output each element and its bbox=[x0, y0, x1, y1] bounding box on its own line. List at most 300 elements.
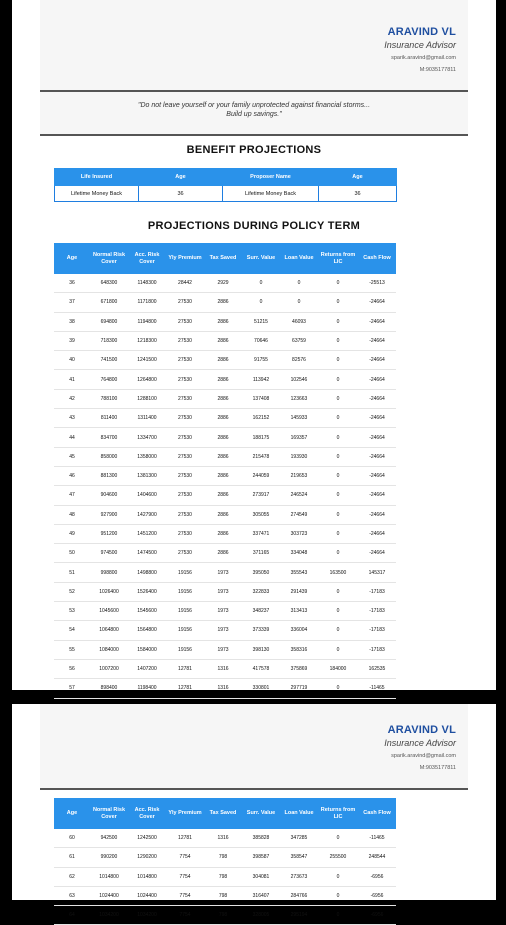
page-content bbox=[40, 0, 468, 778]
table-cell: -24664 bbox=[358, 428, 396, 447]
table-cell: 0 bbox=[280, 274, 318, 293]
table-cell: 2886 bbox=[204, 351, 242, 370]
table-cell: 0 bbox=[318, 505, 358, 524]
table-cell: 248544 bbox=[358, 848, 396, 867]
table-cell: 417578 bbox=[242, 659, 280, 678]
table-cell: 348237 bbox=[242, 602, 280, 621]
table-cell: 19156 bbox=[166, 621, 204, 640]
table-cell: 12781 bbox=[166, 679, 204, 698]
table-row bbox=[54, 867, 396, 886]
benefit-row bbox=[55, 186, 397, 202]
table-cell: 1242500 bbox=[128, 829, 166, 848]
table-row bbox=[54, 906, 396, 925]
table-cell: 1171800 bbox=[128, 293, 166, 312]
table-cell: -17183 bbox=[358, 582, 396, 601]
table-row bbox=[54, 829, 396, 848]
table-cell: -24664 bbox=[358, 524, 396, 543]
table-cell: -24664 bbox=[358, 466, 396, 485]
table-cell: 1973 bbox=[204, 640, 242, 659]
table-cell: 2886 bbox=[204, 524, 242, 543]
table-cell: 881300 bbox=[90, 466, 128, 485]
projections-title: PROJECTIONS DURING POLICY TERM bbox=[147, 220, 361, 232]
table-row bbox=[54, 293, 396, 312]
table-cell: 0 bbox=[318, 274, 358, 293]
table-cell: 1474500 bbox=[128, 544, 166, 563]
table-row bbox=[54, 466, 396, 485]
table-row bbox=[54, 563, 396, 582]
table-cell: 1564800 bbox=[128, 621, 166, 640]
table-cell: -6956 bbox=[358, 906, 396, 925]
table-cell: 46093 bbox=[280, 312, 318, 331]
table-row bbox=[54, 486, 396, 505]
table-cell: 1084000 bbox=[90, 640, 128, 659]
projections-header-row bbox=[54, 243, 396, 274]
column-header: Cash Flow bbox=[358, 243, 396, 274]
table-cell: 27530 bbox=[166, 505, 204, 524]
table-row bbox=[54, 351, 396, 370]
table-cell: 28442 bbox=[166, 274, 204, 293]
table-cell: 1358000 bbox=[128, 447, 166, 466]
table-cell: 788100 bbox=[90, 389, 128, 408]
table-cell: 898400 bbox=[90, 679, 128, 698]
table-cell: 313413 bbox=[280, 602, 318, 621]
table-cell: 19156 bbox=[166, 582, 204, 601]
column-header: Age bbox=[54, 798, 90, 829]
table-cell: 7754 bbox=[166, 906, 204, 925]
table-cell: 2886 bbox=[204, 312, 242, 331]
table-cell: 718300 bbox=[90, 331, 128, 350]
table-cell: 0 bbox=[318, 486, 358, 505]
table-cell: 113942 bbox=[242, 370, 280, 389]
table-cell: 12781 bbox=[166, 829, 204, 848]
table-row bbox=[54, 312, 396, 331]
table-cell: 27530 bbox=[166, 331, 204, 350]
table-cell: 1973 bbox=[204, 563, 242, 582]
table-cell: 38 bbox=[54, 312, 90, 331]
table-cell: 927900 bbox=[90, 505, 128, 524]
table-cell: 7754 bbox=[166, 867, 204, 886]
table-cell: 0 bbox=[318, 293, 358, 312]
table-cell: 694800 bbox=[90, 312, 128, 331]
table-row bbox=[54, 659, 396, 678]
table-cell: 57 bbox=[54, 679, 90, 698]
divider bbox=[40, 788, 468, 790]
table-cell: 330801 bbox=[242, 679, 280, 698]
table-cell: 42 bbox=[54, 389, 90, 408]
advisor-header bbox=[40, 0, 468, 90]
table-cell: 27530 bbox=[166, 466, 204, 485]
table-cell: 358316 bbox=[280, 640, 318, 659]
table-cell: 63759 bbox=[280, 331, 318, 350]
table-cell: 1973 bbox=[204, 582, 242, 601]
benefit-title: BENEFIT PROJECTIONS bbox=[186, 144, 322, 156]
table-cell: 19156 bbox=[166, 640, 204, 659]
advisor-name: ARAVIND VL bbox=[387, 724, 456, 736]
table-cell: 811400 bbox=[90, 409, 128, 428]
advisor-name: ARAVIND VL bbox=[387, 26, 456, 38]
table-cell: 63 bbox=[54, 886, 90, 905]
table-cell: 12781 bbox=[166, 659, 204, 678]
table-cell: 46 bbox=[54, 466, 90, 485]
table-cell: 371165 bbox=[242, 544, 280, 563]
advisor-role: Insurance Advisor bbox=[384, 40, 456, 50]
table-cell: 53 bbox=[54, 602, 90, 621]
table-cell: 27530 bbox=[166, 409, 204, 428]
table-cell: 145933 bbox=[280, 409, 318, 428]
table-cell: 193930 bbox=[280, 447, 318, 466]
table-cell: 2886 bbox=[204, 544, 242, 563]
table-row bbox=[54, 505, 396, 524]
document-page-2 bbox=[12, 704, 496, 919]
table-cell: -11465 bbox=[358, 679, 396, 698]
table-cell: 1381300 bbox=[128, 466, 166, 485]
table-cell: 1288100 bbox=[128, 389, 166, 408]
table-cell: 1014800 bbox=[90, 867, 128, 886]
proposer-name-value: Lifetime Money Back bbox=[223, 186, 319, 202]
col-proposer-age: Age bbox=[319, 169, 397, 186]
table-cell: 0 bbox=[318, 409, 358, 428]
table-cell: 1064800 bbox=[90, 621, 128, 640]
table-cell: 1316 bbox=[204, 829, 242, 848]
table-cell: 123663 bbox=[280, 389, 318, 408]
table-cell: 19156 bbox=[166, 563, 204, 582]
table-cell: 385828 bbox=[242, 829, 280, 848]
table-cell: 27530 bbox=[166, 428, 204, 447]
column-header: Cash Flow bbox=[358, 798, 396, 829]
table-cell: 19156 bbox=[166, 602, 204, 621]
table-cell: -17183 bbox=[358, 621, 396, 640]
table-cell: 2886 bbox=[204, 331, 242, 350]
table-cell: 2886 bbox=[204, 486, 242, 505]
table-cell: -24664 bbox=[358, 505, 396, 524]
table-cell: 44 bbox=[54, 428, 90, 447]
table-cell: 1241500 bbox=[128, 351, 166, 370]
table-cell: 358547 bbox=[280, 848, 318, 867]
table-cell: 52 bbox=[54, 582, 90, 601]
table-cell: 1014800 bbox=[128, 867, 166, 886]
table-cell: 1407200 bbox=[128, 659, 166, 678]
table-cell: 398130 bbox=[242, 640, 280, 659]
column-header: Tax Saved bbox=[204, 243, 242, 274]
table-cell: 27530 bbox=[166, 293, 204, 312]
table-cell: 137408 bbox=[242, 389, 280, 408]
table-cell: 1024400 bbox=[90, 886, 128, 905]
quote-box bbox=[40, 92, 468, 134]
table-cell: 295194 bbox=[280, 906, 318, 925]
table-cell: -6956 bbox=[358, 886, 396, 905]
table-cell: 0 bbox=[280, 293, 318, 312]
table-cell: 70646 bbox=[242, 331, 280, 350]
table-cell: 0 bbox=[318, 602, 358, 621]
table-cell: 60 bbox=[54, 829, 90, 848]
table-cell: 373339 bbox=[242, 621, 280, 640]
col-proposer-name: Proposer Name bbox=[223, 169, 319, 186]
table-row bbox=[54, 621, 396, 640]
table-cell: 336004 bbox=[280, 621, 318, 640]
table-cell: 904600 bbox=[90, 486, 128, 505]
table-cell: -25513 bbox=[358, 274, 396, 293]
projections-table-continued bbox=[54, 798, 396, 925]
table-cell: 1026400 bbox=[90, 582, 128, 601]
table-cell: 36 bbox=[54, 274, 90, 293]
table-cell: 2886 bbox=[204, 370, 242, 389]
table-cell: -24664 bbox=[358, 351, 396, 370]
table-cell: 328005 bbox=[242, 906, 280, 925]
quote-line-1: "Do not leave yourself or your family unprotected against financial storms... bbox=[137, 102, 371, 109]
table-row bbox=[54, 524, 396, 543]
advisor-email[interactable]: sparik.aravind@gmail.com bbox=[391, 55, 456, 61]
table-cell: 741500 bbox=[90, 351, 128, 370]
table-cell: 316407 bbox=[242, 886, 280, 905]
page-content bbox=[40, 704, 468, 925]
table-cell: 671800 bbox=[90, 293, 128, 312]
table-cell: 273917 bbox=[242, 486, 280, 505]
advisor-role: Insurance Advisor bbox=[384, 738, 456, 748]
table-cell: -24664 bbox=[358, 312, 396, 331]
table-cell: 0 bbox=[242, 293, 280, 312]
table-cell: 2929 bbox=[204, 274, 242, 293]
table-cell: 255500 bbox=[318, 848, 358, 867]
table-cell: 284766 bbox=[280, 886, 318, 905]
table-cell: 27530 bbox=[166, 544, 204, 563]
table-cell: -6956 bbox=[358, 867, 396, 886]
table-cell: 1264800 bbox=[128, 370, 166, 389]
table-cell: 41 bbox=[54, 370, 90, 389]
table-row bbox=[54, 544, 396, 563]
table-cell: 375869 bbox=[280, 659, 318, 678]
table-cell: 2886 bbox=[204, 389, 242, 408]
table-cell: 1034200 bbox=[90, 906, 128, 925]
table-cell: 27530 bbox=[166, 447, 204, 466]
table-cell: 2886 bbox=[204, 428, 242, 447]
advisor-email[interactable]: sparik.aravind@gmail.com bbox=[391, 753, 456, 759]
table-cell: 188175 bbox=[242, 428, 280, 447]
table-cell: 91755 bbox=[242, 351, 280, 370]
table-cell: 0 bbox=[318, 679, 358, 698]
table-cell: 0 bbox=[318, 428, 358, 447]
table-cell: 1427900 bbox=[128, 505, 166, 524]
table-cell: 1290200 bbox=[128, 848, 166, 867]
table-cell: 273673 bbox=[280, 867, 318, 886]
table-cell: 0 bbox=[318, 351, 358, 370]
column-header: Loan Value bbox=[280, 798, 318, 829]
col-age: Age bbox=[139, 169, 223, 186]
col-life-insured: Life Insured bbox=[55, 169, 139, 186]
table-cell: 0 bbox=[318, 886, 358, 905]
age-value: 36 bbox=[139, 186, 223, 202]
table-cell: 355543 bbox=[280, 563, 318, 582]
table-cell: 56 bbox=[54, 659, 90, 678]
table-cell: -24664 bbox=[358, 409, 396, 428]
table-cell: 162535 bbox=[358, 659, 396, 678]
table-cell: -24664 bbox=[358, 447, 396, 466]
column-header: Acc. Risk Cover bbox=[128, 243, 166, 274]
table-row bbox=[54, 389, 396, 408]
table-cell: 54 bbox=[54, 621, 90, 640]
table-cell: 0 bbox=[318, 906, 358, 925]
table-cell: 2886 bbox=[204, 466, 242, 485]
column-header: Age bbox=[54, 243, 90, 274]
column-header: Loan Value bbox=[280, 243, 318, 274]
table-cell: 1045600 bbox=[90, 602, 128, 621]
table-cell: 64 bbox=[54, 906, 90, 925]
table-cell: 0 bbox=[318, 389, 358, 408]
table-cell: -11465 bbox=[358, 829, 396, 848]
table-cell: 337471 bbox=[242, 524, 280, 543]
column-header: Surr. Value bbox=[242, 243, 280, 274]
table-cell: 1316 bbox=[204, 679, 242, 698]
table-cell: 0 bbox=[318, 524, 358, 543]
benefit-table bbox=[54, 168, 397, 202]
table-cell: -24664 bbox=[358, 544, 396, 563]
table-cell: 82576 bbox=[280, 351, 318, 370]
table-cell: 61 bbox=[54, 848, 90, 867]
table-cell: 27530 bbox=[166, 351, 204, 370]
document-page-1 bbox=[12, 0, 496, 690]
table-row bbox=[54, 331, 396, 350]
column-header: Surr. Value bbox=[242, 798, 280, 829]
table-cell: 0 bbox=[318, 621, 358, 640]
table-row bbox=[54, 679, 396, 698]
table-cell: 764800 bbox=[90, 370, 128, 389]
table-cell: 1973 bbox=[204, 602, 242, 621]
table-cell: 163500 bbox=[318, 563, 358, 582]
table-cell: 1148300 bbox=[128, 274, 166, 293]
table-cell: 395050 bbox=[242, 563, 280, 582]
table-cell: 990200 bbox=[90, 848, 128, 867]
column-header: Normal Risk Cover bbox=[90, 243, 128, 274]
table-cell: 291439 bbox=[280, 582, 318, 601]
table-cell: 2886 bbox=[204, 447, 242, 466]
table-row bbox=[54, 428, 396, 447]
table-cell: 0 bbox=[318, 582, 358, 601]
table-row bbox=[54, 886, 396, 905]
table-cell: -24664 bbox=[358, 370, 396, 389]
table-row bbox=[54, 640, 396, 659]
table-cell: 27530 bbox=[166, 312, 204, 331]
table-cell: 1973 bbox=[204, 621, 242, 640]
table-cell: 0 bbox=[318, 447, 358, 466]
table-cell: 47 bbox=[54, 486, 90, 505]
column-header: Tax Saved bbox=[204, 798, 242, 829]
table-cell: 998800 bbox=[90, 563, 128, 582]
table-cell: 246524 bbox=[280, 486, 318, 505]
table-row bbox=[54, 582, 396, 601]
table-cell: -24664 bbox=[358, 331, 396, 350]
table-cell: 0 bbox=[318, 312, 358, 331]
table-cell: 347285 bbox=[280, 829, 318, 848]
table-cell: 798 bbox=[204, 886, 242, 905]
table-cell: 274549 bbox=[280, 505, 318, 524]
table-row bbox=[54, 447, 396, 466]
divider bbox=[40, 134, 468, 136]
table-cell: 858000 bbox=[90, 447, 128, 466]
table-cell: 974500 bbox=[90, 544, 128, 563]
table-cell: 102546 bbox=[280, 370, 318, 389]
table-cell: -24664 bbox=[358, 293, 396, 312]
table-cell: 304081 bbox=[242, 867, 280, 886]
table-cell: 0 bbox=[318, 867, 358, 886]
table-cell: -24664 bbox=[358, 486, 396, 505]
table-cell: 1451200 bbox=[128, 524, 166, 543]
table-cell: 951200 bbox=[90, 524, 128, 543]
table-cell: 1194800 bbox=[128, 312, 166, 331]
table-cell: 27530 bbox=[166, 486, 204, 505]
table-cell: 62 bbox=[54, 867, 90, 886]
table-cell: 648300 bbox=[90, 274, 128, 293]
table-cell: 55 bbox=[54, 640, 90, 659]
table-cell: 798 bbox=[204, 867, 242, 886]
table-cell: 322833 bbox=[242, 582, 280, 601]
projections-header-row bbox=[54, 798, 396, 829]
table-cell: 1316 bbox=[204, 659, 242, 678]
column-header: Yly Premium bbox=[166, 798, 204, 829]
table-cell: 0 bbox=[318, 370, 358, 389]
table-cell: 7754 bbox=[166, 848, 204, 867]
table-cell: 398587 bbox=[242, 848, 280, 867]
table-cell: 798 bbox=[204, 848, 242, 867]
projections-table bbox=[54, 243, 396, 737]
table-cell: 50 bbox=[54, 544, 90, 563]
advisor-phone[interactable]: M:9035177811 bbox=[419, 67, 456, 73]
table-cell: -17183 bbox=[358, 640, 396, 659]
table-cell: 184000 bbox=[318, 659, 358, 678]
table-cell: 1007200 bbox=[90, 659, 128, 678]
column-header: Returns from LIC bbox=[318, 243, 358, 274]
table-cell: -17183 bbox=[358, 602, 396, 621]
table-cell: 40 bbox=[54, 351, 90, 370]
table-cell: 45 bbox=[54, 447, 90, 466]
column-header: Returns from LIC bbox=[318, 798, 358, 829]
table-cell: 0 bbox=[318, 544, 358, 563]
table-cell: 334048 bbox=[280, 544, 318, 563]
table-cell: 1024400 bbox=[128, 886, 166, 905]
column-header: Acc. Risk Cover bbox=[128, 798, 166, 829]
table-cell: 1311400 bbox=[128, 409, 166, 428]
table-cell: 1034200 bbox=[128, 906, 166, 925]
column-header: Yly Premium bbox=[166, 243, 204, 274]
table-cell: 1198400 bbox=[128, 679, 166, 698]
table-row bbox=[54, 602, 396, 621]
table-cell: 2886 bbox=[204, 409, 242, 428]
table-cell: 43 bbox=[54, 409, 90, 428]
table-cell: 2886 bbox=[204, 505, 242, 524]
table-cell: 1404600 bbox=[128, 486, 166, 505]
table-cell: 37 bbox=[54, 293, 90, 312]
table-cell: 297719 bbox=[280, 679, 318, 698]
table-cell: 1218300 bbox=[128, 331, 166, 350]
table-cell: 0 bbox=[318, 640, 358, 659]
table-cell: 942500 bbox=[90, 829, 128, 848]
table-cell: 0 bbox=[318, 331, 358, 350]
table-row bbox=[54, 370, 396, 389]
table-row bbox=[54, 274, 396, 293]
table-cell: 0 bbox=[242, 274, 280, 293]
table-cell: 27530 bbox=[166, 370, 204, 389]
table-cell: 1498800 bbox=[128, 563, 166, 582]
table-row bbox=[54, 409, 396, 428]
table-cell: 7754 bbox=[166, 886, 204, 905]
table-cell: 51 bbox=[54, 563, 90, 582]
table-cell: 0 bbox=[318, 466, 358, 485]
advisor-phone[interactable]: M:9035177811 bbox=[419, 765, 456, 771]
table-cell: 169357 bbox=[280, 428, 318, 447]
table-cell: 303723 bbox=[280, 524, 318, 543]
table-cell: 27530 bbox=[166, 389, 204, 408]
proposer-age-value: 36 bbox=[319, 186, 397, 202]
table-cell: 244059 bbox=[242, 466, 280, 485]
table-cell: 305055 bbox=[242, 505, 280, 524]
